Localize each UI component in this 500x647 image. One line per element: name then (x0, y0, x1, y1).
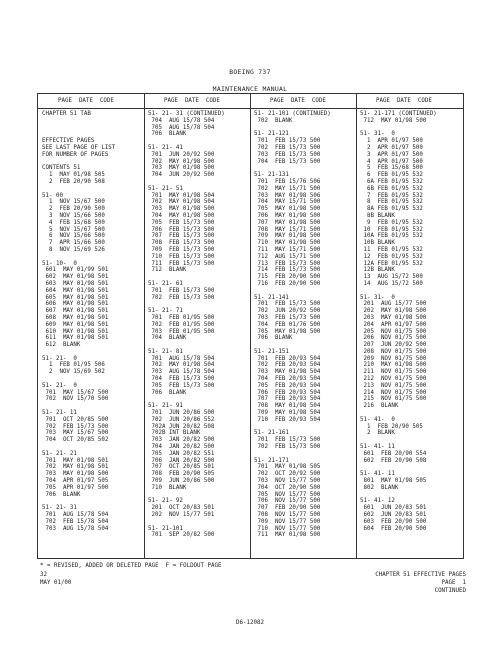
page-entry: 604 MAY 01/98 501 (42, 287, 109, 294)
page-entry: 704 FEB 15/73 500 (148, 376, 215, 383)
page-entry: 701 MAY 01/98 505 (254, 464, 321, 471)
page-entry (148, 274, 225, 281)
page-entry: 1 MAY 01/98 505 (42, 172, 105, 179)
page-entry (42, 159, 115, 166)
page-entry: 705 APR 01/97 500 (42, 484, 109, 491)
page-entry: 703 MAY 01/98 500 (148, 206, 215, 213)
page-entry: 4 FEB 15/68 500 (42, 219, 105, 226)
page-entry: 708 MAY 15/71 500 (254, 226, 321, 233)
page-entry: CHAPTER 51 TAB (42, 111, 91, 117)
page-entry: 51- 21- 91 (148, 403, 183, 410)
page-entry: 209 NOV 01/75 500 (360, 355, 427, 362)
page-entry: 704 AUG 15/78 504 (148, 117, 215, 124)
page-entry: 2 FEB 20/90 500 (42, 206, 105, 213)
page-entry: 608 MAY 01/98 501 (42, 314, 109, 321)
page-entry: 208 NOV 01/75 500 (360, 348, 427, 355)
header-rule (38, 108, 463, 109)
page-entry: 708 FEB 20/90 505 (148, 471, 215, 478)
page-entry: 2 APR 01/97 500 (360, 144, 423, 151)
page-entry: 701 FEB 20/93 504 (254, 355, 321, 362)
page-entry: 712 BLANK (148, 267, 187, 274)
document-title: BOEING 737 (229, 68, 271, 76)
page-entry: 701 AUG 15/78 504 (148, 355, 215, 362)
page-entry: 710 FEB 15/73 500 (148, 253, 215, 260)
page-entry (360, 464, 437, 471)
page-entry: 701 FEB 01/95 500 (148, 314, 215, 321)
page-entry: 704 FEB 01/76 500 (254, 321, 321, 328)
page-entry: 704 APR 01/97 505 (42, 478, 109, 485)
page-entry: 13 AUG 15/72 500 (360, 274, 423, 281)
column-header: PAGE DATE CODE (270, 98, 326, 104)
page-entry: 601 JUN 20/83 501 (360, 505, 427, 512)
page-entry: 714 FEB 15/73 500 (254, 267, 321, 274)
page-entry: 704 JAN 20/82 500 (148, 444, 215, 451)
page-entry: 201 OCT 20/83 501 (148, 505, 215, 512)
page-entry: 10B BLANK (360, 240, 395, 247)
page-entry: 716 FEB 20/90 500 (254, 280, 321, 287)
page-entry: 703 FEB 15/73 500 (254, 151, 321, 158)
page-entry: 1 NOV 15/67 500 (42, 199, 105, 206)
page-entry (254, 165, 331, 172)
page-entry: 10 FEB 01/95 532 (360, 226, 423, 233)
page-entry: 704 OCT 20/90 500 (254, 484, 321, 491)
page-entry: 2 BLANK (360, 430, 395, 437)
page-entry: 702 FEB 15/78 504 (42, 518, 109, 525)
column-header: PAGE DATE CODE (164, 98, 220, 104)
page-entry: 51- 21-171 (254, 457, 289, 464)
page-entry: 610 MAY 01/98 501 (42, 328, 109, 335)
page-entry: 51- 21- 41 (148, 144, 183, 151)
page-entry: 202 MAY 01/98 500 (360, 308, 427, 315)
page-entry: 606 MAY 01/98 501 (42, 301, 109, 308)
page-entry: 701 FEB 15/73 500 (254, 301, 321, 308)
page-entry: 12B BLANK (360, 267, 395, 274)
page-entry: 701 MAY 15/67 500 (42, 389, 109, 396)
page-entry (42, 444, 115, 451)
page-entry: 8 FEB 01/95 532 (360, 199, 423, 206)
page-entry (360, 492, 437, 499)
page-entry: 201 AUG 15/77 500 (360, 301, 427, 308)
page-entry: 203 MAY 01/98 500 (360, 314, 427, 321)
page-entry: 216 BLANK (360, 403, 399, 410)
page-entry: 802 BLANK (360, 484, 399, 491)
page-entry: 702A JUN 20/82 508 (148, 423, 215, 430)
page-entry: 51- 21- 92 (148, 498, 183, 505)
footer-continued: CONTINUED (434, 588, 466, 594)
page-entry: 206 NOV 01/75 500 (360, 335, 427, 342)
page-entry: 205 NOV 01/75 500 (360, 328, 427, 335)
page-entry: 711 MAY 01/98 500 (254, 532, 321, 539)
page-entry: 51- 21- 81 (148, 348, 183, 355)
page-entry: 707 MAY 01/98 500 (254, 219, 321, 226)
page-entry: 211 NOV 01/75 500 (360, 369, 427, 376)
page-entry (148, 179, 225, 186)
page-entry: 705 FEB 15/73 500 (148, 219, 215, 226)
page-entry: 710 NOV 15/77 500 (254, 525, 321, 532)
column-divider (144, 94, 145, 558)
page-entry: 9 FEB 01/95 532 (360, 219, 423, 226)
page-entry: 51- 21- 31 (CONTINUED) (148, 111, 225, 117)
page-entry: 704 MAY 15/71 500 (254, 199, 321, 206)
page-entry: 703 JAN 20/82 500 (148, 437, 215, 444)
page-entry: 51- 21- 11 (42, 410, 77, 417)
footer-legend: * = REVISED, ADDED OR DELETED PAGE F = FOLDOUT PAGE (40, 563, 222, 569)
page-entry: 601 MAY 01/99 501 (42, 267, 109, 274)
page-entry: 5 FEB 15/68 500 (360, 165, 423, 172)
page-entry: 14 AUG 15/72 500 (360, 280, 423, 287)
page-entry: 707 FEB 20/93 504 (254, 396, 321, 403)
page-entry: 607 MAY 01/98 501 (42, 308, 109, 315)
page-entry: 708 FEB 15/73 500 (148, 240, 215, 247)
footer-page: PAGE 1 (441, 580, 466, 586)
page-entry: 706 BLANK (148, 131, 187, 138)
page-entry: 705 JAN 20/82 551 (148, 450, 215, 457)
page-entry (148, 138, 225, 145)
page-entry: 710 MAY 01/98 500 (254, 240, 321, 247)
page-entry (148, 396, 225, 403)
page-entry: 12 FEB 01/95 532 (360, 253, 423, 260)
page-entry: 202 NOV 15/77 501 (148, 512, 215, 519)
page-entry: 51- 21-161 (254, 430, 289, 437)
page-entry: 51- 21-151 (254, 348, 289, 355)
page-entry: 51- 21- 0 (42, 355, 77, 362)
page-entry (148, 342, 225, 349)
page-entry: 705 AUG 15/78 504 (148, 124, 215, 131)
document-number: D6-12082 (236, 620, 264, 626)
page-entry: 6A FEB 01/95 532 (360, 178, 423, 185)
page-entry: 704 FEB 20/93 504 (254, 376, 321, 383)
page-entry: 212 NOV 01/75 500 (360, 376, 427, 383)
page-entry: 709 JUN 20/86 500 (148, 478, 215, 485)
page-entry: 215 NOV 01/75 500 (360, 396, 427, 403)
page-entry: 706 BLANK (42, 491, 81, 498)
page-entry: 701 FEB 15/73 500 (254, 437, 321, 444)
page-entry: 51- 10- 0 (42, 260, 77, 267)
page-entry: 1 FEB 01/95 506 (42, 362, 105, 369)
page-entry: 3 NOV 15/66 500 (42, 212, 105, 219)
column-divider (250, 94, 251, 558)
page-entry: 7 FEB 01/95 532 (360, 192, 423, 199)
page-entry: 51- 41- 11 (360, 444, 395, 451)
effective-pages-table (37, 93, 464, 559)
page-entry (254, 451, 331, 458)
page-entry: 711 FEB 15/73 500 (148, 260, 215, 267)
page-entry: 701 JUN 20/86 500 (148, 410, 215, 417)
page-entry: 51- 00 (42, 192, 63, 199)
page-entry: 702 FEB 20/93 504 (254, 362, 321, 369)
page-entry: 51- 31- 0 (360, 294, 395, 301)
page-entry: 7 APR 15/66 500 (42, 240, 105, 247)
page-entry: 711 MAY 15/71 500 (254, 246, 321, 253)
page-entry: 705 MAY 01/98 500 (254, 328, 321, 335)
footer-number: 32 (40, 572, 47, 578)
page-entry: 51- 21-101 (CONTINUED) (254, 111, 331, 117)
column-header: PAGE DATE CODE (58, 98, 114, 104)
page-entry: 603 MAY 01/98 501 (42, 280, 109, 287)
page-entry: 702 BLANK (254, 117, 293, 124)
page-entry: 702 FEB 15/73 500 (254, 444, 321, 451)
document-subtitle: MAINTENANCE MANUAL (212, 85, 288, 93)
page-entry: 204 APR 01/97 500 (360, 321, 427, 328)
page-entry: 702 FEB 15/73 500 (148, 294, 215, 301)
page-entry: 701 OCT 20/85 500 (42, 416, 109, 423)
page-entry (254, 424, 331, 431)
page-entry: 702 MAY 01/98 504 (148, 199, 215, 206)
page-entry: 708 MAY 01/98 504 (254, 403, 321, 410)
page-entry: 702 MAY 15/71 500 (254, 185, 321, 192)
page-entry (42, 131, 115, 138)
page-entry: 51- 21-171 (CONTINUED) (360, 111, 437, 117)
page-entry: 1 FEB 20/90 505 (360, 423, 423, 430)
page-entry: 703 AUG 15/78 504 (42, 525, 109, 532)
page-entry (42, 498, 115, 505)
page-entry: 712 AUG 15/71 500 (254, 253, 321, 260)
page-entry: 51- 21-141 (254, 294, 289, 301)
page-entry: 705 FEB 20/93 504 (254, 382, 321, 389)
page-entry: 2 NOV 15/69 502 (42, 369, 105, 376)
page-entry: 611 MAY 01/98 501 (42, 335, 109, 342)
page-entry (42, 118, 115, 125)
page-entry: 705 MAY 01/98 500 (254, 206, 321, 213)
page-entry: 703 NOV 15/77 500 (254, 478, 321, 485)
page-entry: 709 NOV 15/77 500 (254, 518, 321, 525)
page-entry: 701 FEB 15/76 506 (254, 178, 321, 185)
page-entry: 6B FEB 01/95 532 (360, 185, 423, 192)
page-entry: 702 JUN 20/92 500 (254, 308, 321, 315)
page-entry: 705 NOV 15/77 500 (254, 491, 321, 498)
page-entry: 701 SEP 20/82 500 (148, 532, 215, 539)
page-entry: 704 BLANK (148, 335, 187, 342)
page-entry: 701 FEB 15/73 500 (254, 138, 321, 145)
page-entry: 702 FEB 15/73 500 (254, 144, 321, 151)
page-entry (254, 288, 331, 295)
page-entry: 603 FEB 20/90 500 (360, 518, 427, 525)
page-entry: 609 MAY 01/98 501 (42, 321, 109, 328)
page-entry: 612 BLANK (42, 342, 81, 349)
page-entry: 710 FEB 20/93 504 (254, 416, 321, 423)
page-entry: 703 AUG 15/78 504 (148, 369, 215, 376)
page-entry: 703 FEB 15/73 500 (254, 314, 321, 321)
page-list-column-1 (42, 111, 115, 532)
page-entry: 705 FEB 15/73 500 (148, 382, 215, 389)
page-entry: 1 APR 01/97 500 (360, 138, 423, 145)
page-entry: 706 FEB 20/93 504 (254, 389, 321, 396)
page-entry: 709 MAY 01/98 504 (254, 410, 321, 417)
page-entry: 213 NOV 01/75 500 (360, 382, 427, 389)
page-entry: 51- 31- 0 (360, 131, 395, 138)
page-entry: 8 NOV 15/69 526 (42, 246, 105, 253)
page-entry (42, 403, 115, 410)
page-entry: 51- 21- 21 (42, 450, 77, 457)
page-entry: 706 NOV 15/77 500 (254, 498, 321, 505)
page-entry: 10A FEB 01/95 532 (360, 233, 423, 240)
page-entry: 702 MAY 01/98 504 (148, 362, 215, 369)
page-entry: 706 BLANK (148, 389, 187, 396)
page-entry: 51- 21-101 (148, 525, 183, 532)
page-entry: 701 AUG 15/78 504 (42, 512, 109, 519)
page-entry: 51- 21- 31 (42, 505, 77, 512)
page-entry: 706 JAN 20/82 500 (148, 457, 215, 464)
page-entry: 51- 41- 0 (360, 416, 395, 423)
page-entry (42, 349, 115, 356)
page-entry: 706 BLANK (254, 335, 293, 342)
page-entry: 6 NOV 15/66 500 (42, 233, 105, 240)
page-entry: 604 FEB 20/90 500 (360, 525, 427, 532)
page-entry: SEE LAST PAGE OF LIST (42, 144, 116, 151)
page-entry: 703 MAY 01/98 500 (42, 471, 109, 478)
page-entry (360, 410, 437, 417)
page-entry: 4 APR 01/97 500 (360, 158, 423, 165)
footer-section: CHAPTER 51 EFFECTIVE PAGES (375, 572, 466, 578)
page-entry: 708 NOV 15/77 500 (254, 512, 321, 519)
page-entry: 713 FEB 15/73 500 (254, 260, 321, 267)
page-entry: 702 MAY 01/98 501 (42, 464, 109, 471)
page-entry: 51- 21- 71 (148, 308, 183, 315)
page-entry: 3 APR 01/97 500 (360, 151, 423, 158)
page-entry: 709 MAY 01/98 500 (254, 233, 321, 240)
column-header: PAGE DATE CODE (376, 98, 432, 104)
page-entry: 703 FEB 01/95 500 (148, 328, 215, 335)
page-entry: 702B INT BLANK (148, 430, 201, 437)
column-divider (356, 94, 357, 558)
page-entry (360, 288, 437, 295)
page-entry (254, 125, 331, 132)
page-entry: 12A FEB 01/95 532 (360, 260, 423, 267)
page-entry: 710 BLANK (148, 484, 187, 491)
page-entry: 6 FEB 01/95 532 (360, 172, 423, 179)
page-entry: 702 FEB 15/73 500 (42, 423, 109, 430)
page-entry: 8B BLANK (360, 212, 395, 219)
page-entry: 707 FEB 20/90 500 (254, 505, 321, 512)
page-entry: 11 FEB 01/95 532 (360, 246, 423, 253)
page-entry: 702 JUN 20/86 552 (148, 416, 215, 423)
page-entry: 51- 21- 51 (148, 185, 183, 192)
page-entry (254, 342, 331, 349)
page-entry (148, 519, 225, 526)
page-entry: 51- 21- 0 (42, 382, 77, 389)
page-entry: EFFECTIVE PAGES (42, 138, 95, 145)
page-entry: 707 OCT 20/85 501 (148, 464, 215, 471)
page-entry: 706 FEB 15/73 500 (148, 226, 215, 233)
page-entry (360, 437, 437, 444)
page-entry (148, 492, 225, 499)
page-entry: 602 FEB 20/90 508 (360, 457, 427, 464)
page-entry: 703 MAY 15/67 500 (42, 430, 109, 437)
page-entry: FOR NUMBER OF PAGES (42, 151, 109, 158)
page-entry: 801 MAY 01/98 505 (360, 478, 427, 485)
page-entry (360, 125, 437, 132)
page-entry: 704 FEB 15/73 500 (254, 158, 321, 165)
page-entry: 701 MAY 01/98 501 (42, 457, 109, 464)
page-entry: 602 MAY 01/98 501 (42, 274, 109, 281)
page-entry: 704 JUN 20/92 500 (148, 172, 215, 179)
page-list-column-2 (148, 111, 225, 539)
page-entry: 51- 41- 11 (360, 471, 395, 478)
page-entry: 704 OCT 20/85 502 (42, 437, 109, 444)
page-entry: 605 MAY 01/98 501 (42, 294, 109, 301)
page-entry: 701 FEB 15/73 500 (148, 287, 215, 294)
page-entry (42, 186, 115, 193)
page-entry: 702 FEB 01/95 500 (148, 321, 215, 328)
page-entry: 701 JUN 20/92 500 (148, 151, 215, 158)
page-entry: 8A FEB 01/95 532 (360, 206, 423, 213)
page-entry: 702 MAY 01/98 500 (148, 158, 215, 165)
page-entry: 51- 21-131 (254, 172, 289, 179)
page-entry: 51- 21- 61 (148, 280, 183, 287)
page-entry: 2 FEB 20/90 508 (42, 178, 105, 185)
page-entry: 701 MAY 01/98 504 (148, 192, 215, 199)
page-entry: 706 MAY 01/98 500 (254, 212, 321, 219)
page-entry: 712 MAY 01/98 500 (360, 117, 427, 124)
page-entry: 702 OCT 20/92 500 (254, 471, 321, 478)
page-entry: 703 MAY 01/98 500 (148, 165, 215, 172)
page-entry: 51- 41- 12 (360, 498, 395, 505)
page-entry: 702 NOV 15/70 500 (42, 396, 109, 403)
page-entry: 207 JUN 20/92 500 (360, 342, 427, 349)
page-entry: 602 JUN 20/83 501 (360, 512, 427, 519)
page-entry: 703 MAY 01/98 506 (254, 192, 321, 199)
page-list-column-4 (360, 111, 437, 532)
page-entry: 214 NOV 01/75 500 (360, 389, 427, 396)
page-entry: 709 FEB 15/73 500 (148, 246, 215, 253)
page-entry: 704 MAY 01/98 500 (148, 212, 215, 219)
page-entry: 51- 21-121 (254, 131, 289, 138)
page-entry: 601 FEB 20/90 554 (360, 450, 427, 457)
page-entry (42, 125, 115, 132)
page-entry (148, 301, 225, 308)
page-entry: 707 FEB 15/73 500 (148, 233, 215, 240)
page-entry: CONTENTS 51 (42, 165, 81, 172)
page-entry (42, 254, 115, 261)
page-entry: 5 NOV 15/67 500 (42, 226, 105, 233)
footer-date: MAY 01/00 (40, 580, 72, 586)
page-entry: 703 MAY 01/98 504 (254, 369, 321, 376)
page-entry: 715 FEB 20/90 500 (254, 274, 321, 281)
page-entry: 210 MAY 01/98 500 (360, 362, 427, 369)
page-list-column-3 (254, 111, 331, 539)
page-entry (42, 376, 115, 383)
